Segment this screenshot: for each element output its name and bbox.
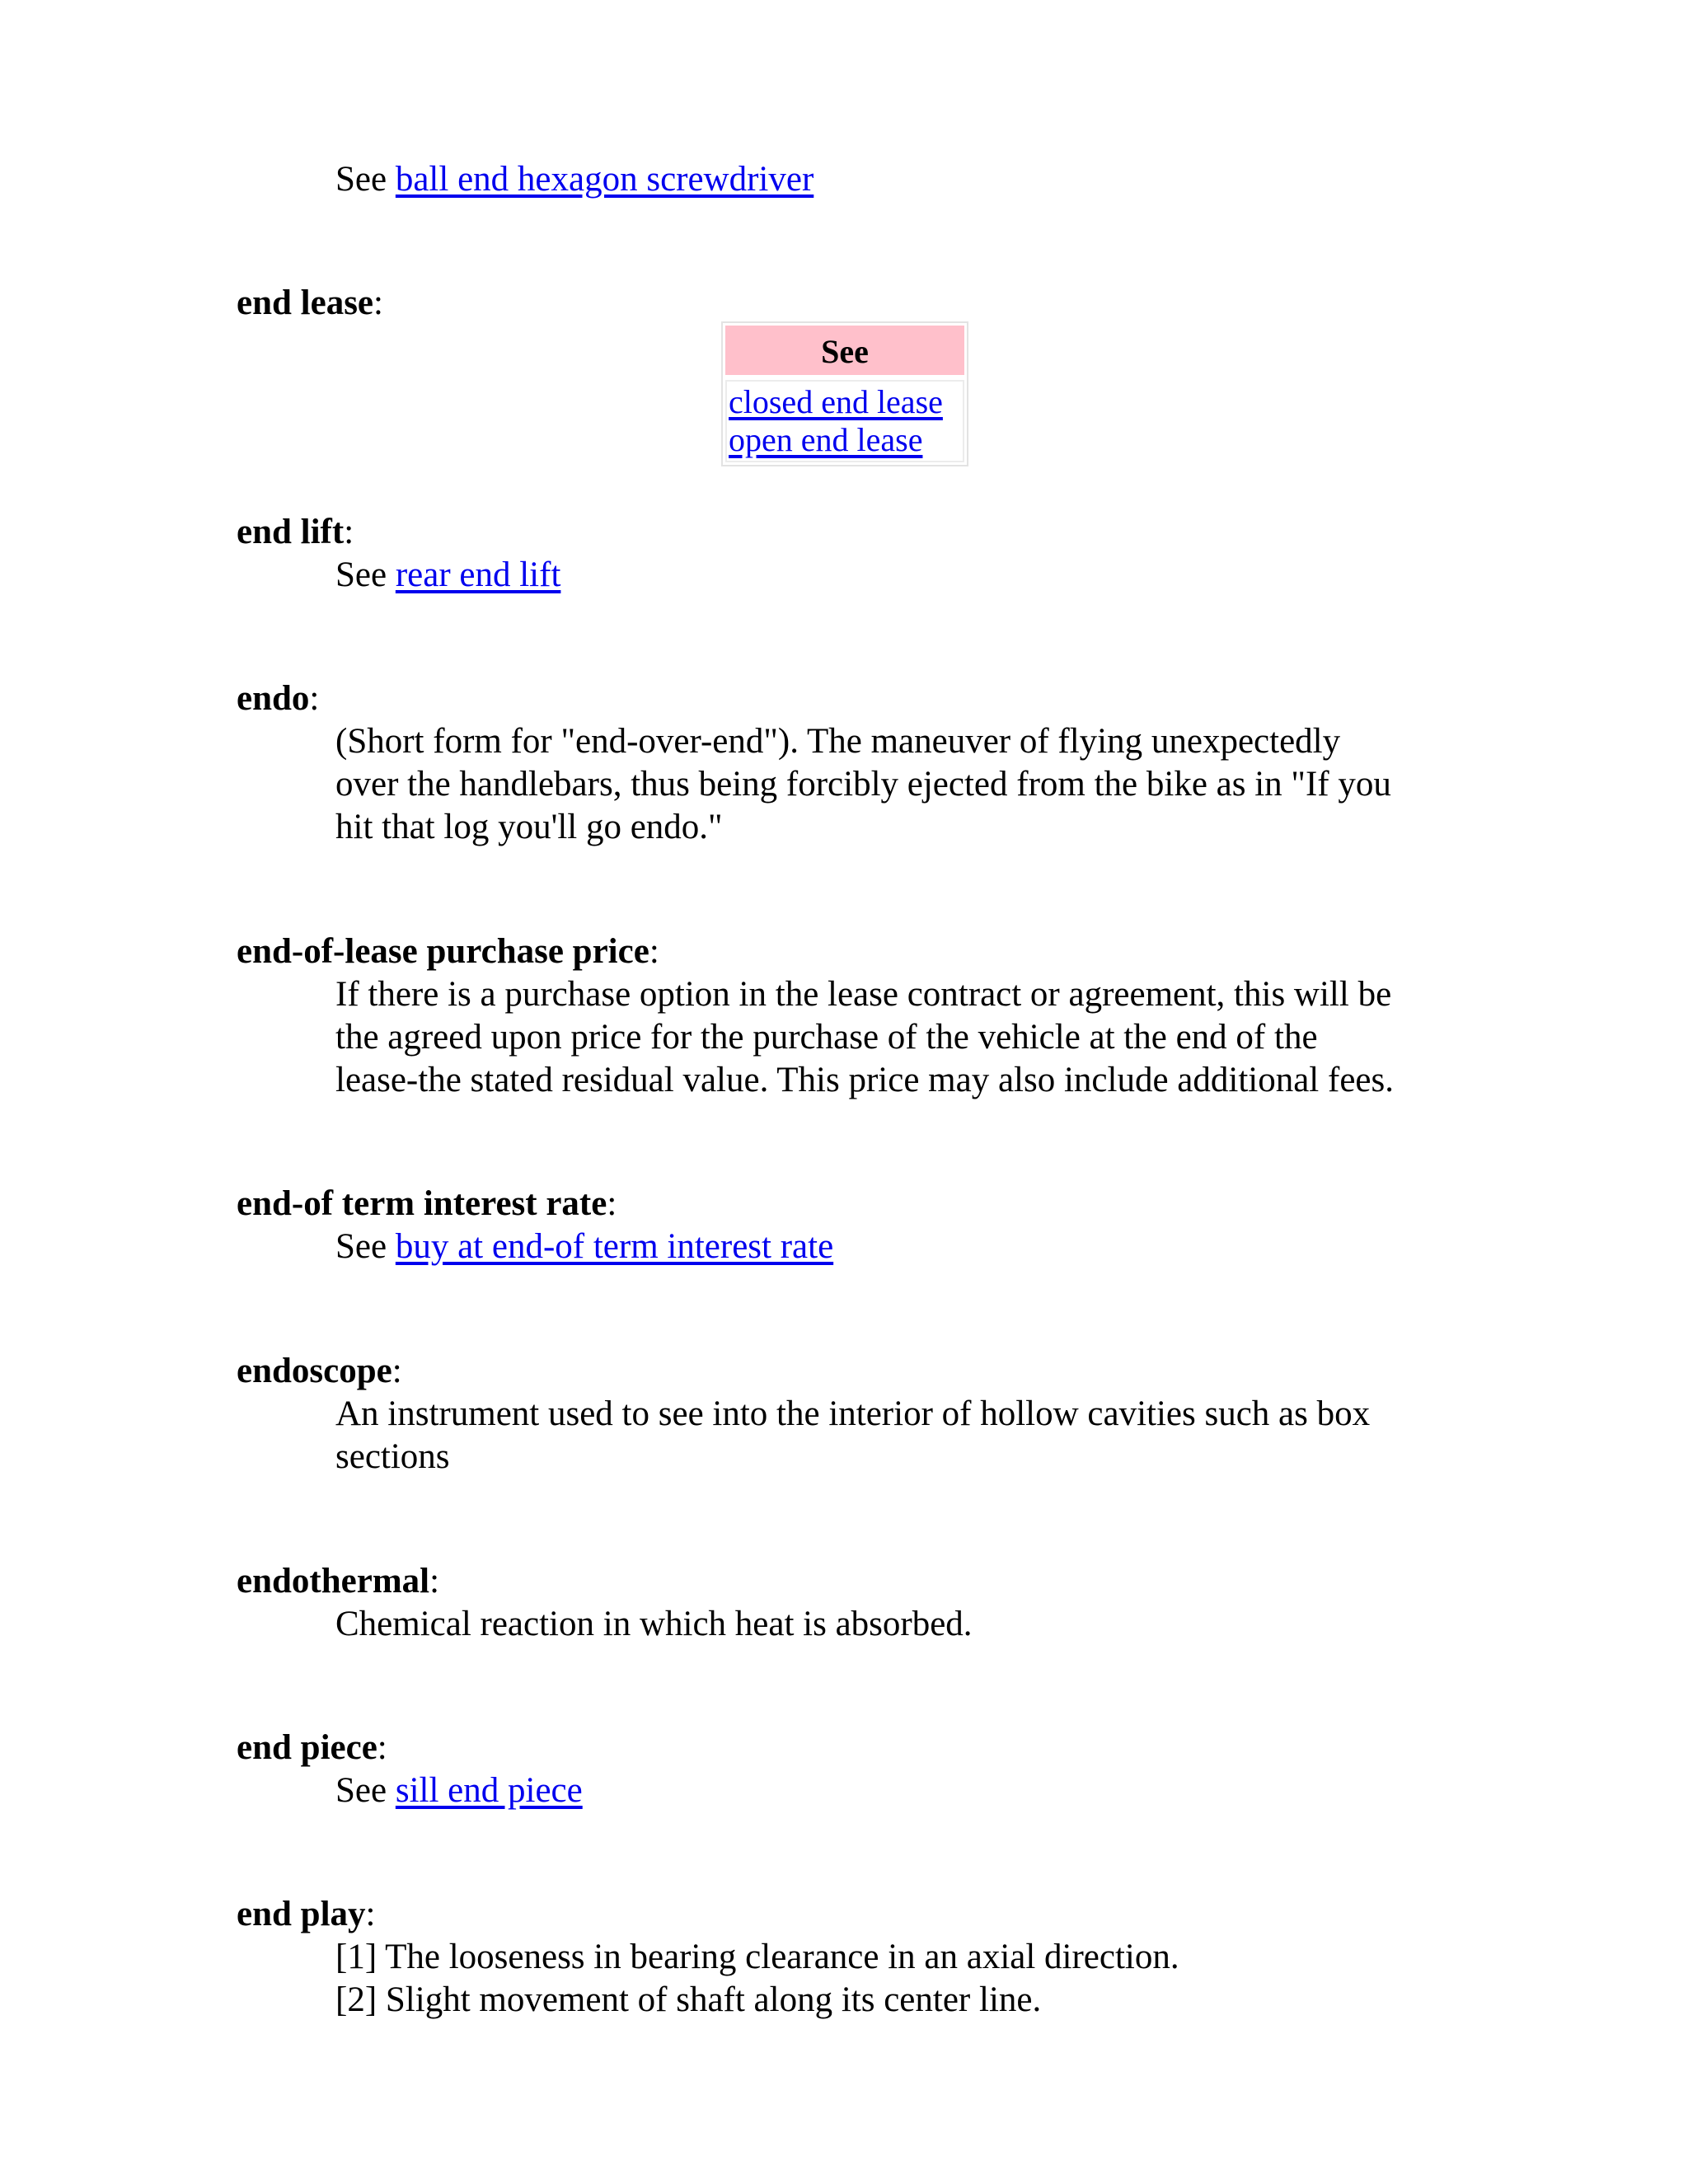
term-label: end play bbox=[237, 1895, 366, 1933]
see-also-box bbox=[721, 321, 968, 466]
definition-end-of-term-interest-rate bbox=[335, 1226, 1456, 1268]
term-label: end piece bbox=[237, 1728, 377, 1767]
definition-end-piece bbox=[335, 1769, 1456, 1812]
term-endoscope bbox=[237, 1350, 402, 1393]
definition-line: sections bbox=[335, 1437, 450, 1476]
term-label: end-of term interest rate bbox=[237, 1184, 607, 1223]
definition-top bbox=[335, 158, 1456, 201]
definition-end-lift bbox=[335, 554, 1456, 597]
term-end-of-term-interest-rate bbox=[237, 1183, 617, 1226]
definition-line: lease-the stated residual value. This price may also include additional fees. bbox=[335, 1061, 1394, 1099]
definition-end-of-lease-purchase-price bbox=[335, 973, 1456, 1102]
definition-end-play bbox=[335, 1936, 1456, 2022]
definition-line: Chemical reaction in which heat is absorbed. bbox=[335, 1605, 973, 1643]
link-closed-end-lease[interactable]: closed end lease bbox=[729, 383, 943, 420]
definition-endothermal bbox=[335, 1603, 1456, 1646]
definition-line: An instrument used to see into the interior of hollow cavities such as box bbox=[335, 1394, 1371, 1433]
link-sill-end-piece[interactable]: sill end piece bbox=[395, 1771, 583, 1810]
term-label: end lease bbox=[237, 284, 374, 322]
term-label: endo bbox=[237, 679, 310, 718]
term-colon: : bbox=[344, 513, 354, 551]
see-prefix: See bbox=[335, 1771, 387, 1810]
definition-line: (Short form for "end-over-end"). The maneuver of flying unexpectedly bbox=[335, 722, 1341, 761]
term-end-play bbox=[237, 1893, 375, 1936]
term-colon: : bbox=[392, 1352, 402, 1390]
term-label: endothermal bbox=[237, 1562, 430, 1601]
see-box-links bbox=[725, 380, 964, 462]
term-colon: : bbox=[373, 284, 383, 322]
term-colon: : bbox=[377, 1728, 387, 1767]
definition-line: [2] Slight movement of shaft along its center line. bbox=[335, 1980, 1042, 2019]
term-endo bbox=[237, 677, 319, 720]
see-prefix: See bbox=[335, 1227, 387, 1266]
term-colon: : bbox=[429, 1562, 440, 1601]
term-label: end lift bbox=[237, 513, 345, 551]
term-colon: : bbox=[309, 679, 320, 718]
link-open-end-lease[interactable]: open end lease bbox=[729, 421, 923, 458]
see-box-title: See bbox=[725, 326, 964, 375]
link-ball-end-hexagon-screwdriver[interactable]: ball end hexagon screwdriver bbox=[395, 160, 814, 199]
definition-line: the agreed upon price for the purchase of the vehicle at the end of the bbox=[335, 1018, 1318, 1057]
term-end-piece bbox=[237, 1727, 387, 1769]
term-end-lease bbox=[237, 282, 383, 325]
term-label: end-of-lease purchase price bbox=[237, 932, 649, 971]
definition-endoscope bbox=[335, 1393, 1456, 1479]
see-prefix: See bbox=[335, 555, 387, 594]
definition-line: hit that log you'll go endo." bbox=[335, 808, 723, 846]
link-rear-end-lift[interactable]: rear end lift bbox=[395, 555, 561, 594]
definition-endo bbox=[335, 720, 1456, 849]
definition-line: [1] The looseness in bearing clearance in an axial direction. bbox=[335, 1938, 1179, 1976]
term-endothermal bbox=[237, 1560, 439, 1603]
term-colon: : bbox=[607, 1184, 617, 1223]
term-end-of-lease-purchase-price bbox=[237, 930, 659, 973]
link-buy-at-end-of-term-interest-rate[interactable]: buy at end-of term interest rate bbox=[395, 1227, 834, 1266]
term-colon: : bbox=[649, 932, 659, 971]
term-end-lift bbox=[237, 511, 354, 554]
term-label: endoscope bbox=[237, 1352, 392, 1390]
definition-line: over the handlebars, thus being forcibly ejected from the bike as in "If you bbox=[335, 765, 1391, 804]
see-prefix: See bbox=[335, 160, 387, 199]
definition-line: If there is a purchase option in the lease contract or agreement, this will be bbox=[335, 975, 1392, 1014]
term-colon: : bbox=[365, 1895, 376, 1933]
